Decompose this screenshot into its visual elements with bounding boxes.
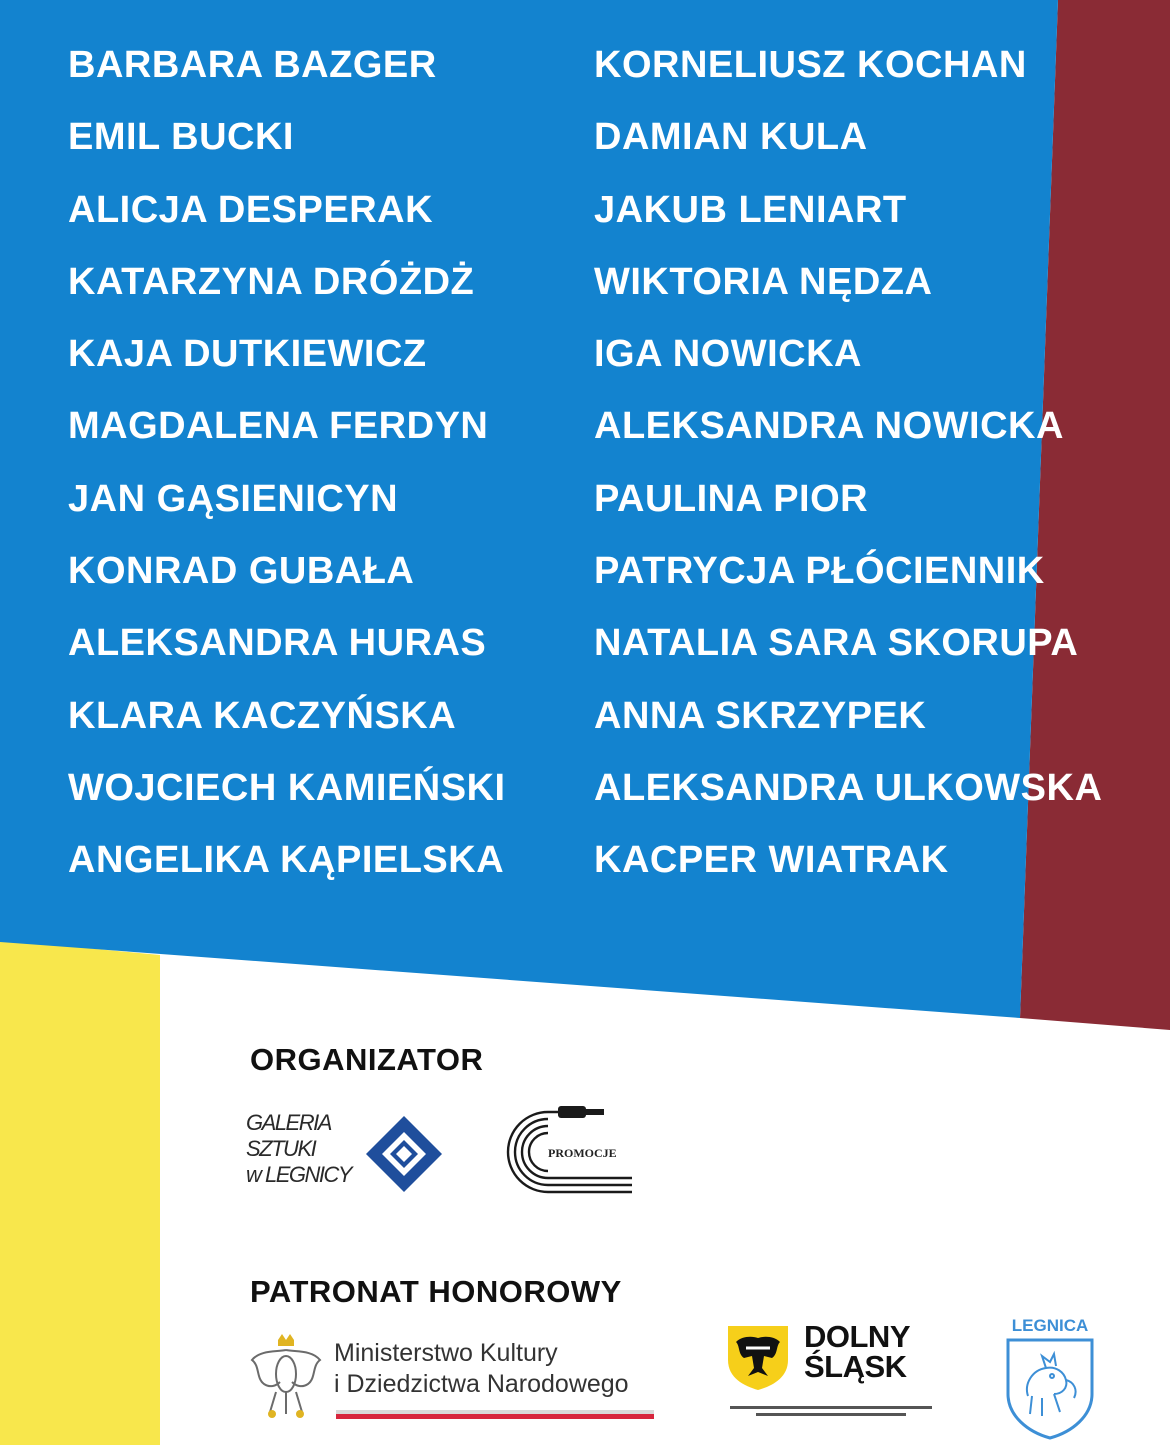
organizer-heading: ORGANIZATOR bbox=[250, 1042, 484, 1077]
eagle-emblem-icon bbox=[246, 1330, 326, 1422]
gallery-logo-line3: w LEGNICY bbox=[246, 1162, 352, 1187]
name-item: ALEKSANDRA NOWICKA bbox=[594, 405, 1064, 448]
diamond-logo-icon bbox=[364, 1114, 444, 1194]
name-item: KAJA DUTKIEWICZ bbox=[68, 333, 427, 376]
name-item: IGA NOWICKA bbox=[594, 333, 862, 376]
ministry-logo-text bbox=[334, 1338, 629, 1400]
dolny-slask-text bbox=[804, 1319, 910, 1384]
ministry-logo-line1: Ministerstwo Kultury bbox=[334, 1339, 558, 1367]
name-item: KACPER WIATRAK bbox=[594, 839, 949, 882]
dolny-slask-line2: ŚLĄSK bbox=[804, 1349, 907, 1384]
ministry-logo bbox=[246, 1330, 661, 1422]
name-item: ANNA SKRZYPEK bbox=[594, 694, 927, 737]
name-item: PATRYCJA PŁÓCIENNIK bbox=[594, 550, 1045, 593]
name-item: KORNELIUSZ KOCHAN bbox=[594, 44, 1027, 86]
name-item: BARBARA BAZGER bbox=[68, 44, 437, 86]
name-item: NATALIA SARA SKORUPA bbox=[594, 622, 1079, 665]
fine-print bbox=[726, 1404, 936, 1420]
gallery-logo-line2: SZTUKI bbox=[246, 1136, 316, 1161]
yellow-strip bbox=[0, 940, 160, 1445]
patronage-heading: PATRONAT HONOROWY bbox=[250, 1274, 622, 1309]
promocje-logo-text: PROMOCJE bbox=[548, 1146, 617, 1160]
flag-stripe bbox=[336, 1410, 654, 1419]
gallery-logo-text bbox=[246, 1110, 351, 1188]
legnica-logo-text: LEGNICA bbox=[1011, 1316, 1089, 1335]
gallery-logo-line1: GALERIA bbox=[246, 1110, 331, 1135]
name-item: ALEKSANDRA ULKOWSKA bbox=[594, 766, 1103, 809]
legnica-logo bbox=[1002, 1312, 1098, 1440]
ministry-logo-line2: i Dziedzictwa Narodowego bbox=[334, 1370, 629, 1398]
dolny-slask-logo bbox=[726, 1319, 936, 1422]
promocje-logo bbox=[478, 1104, 634, 1200]
name-item: ALEKSANDRA HURAS bbox=[68, 622, 487, 665]
name-item: KLARA KACZYŃSKA bbox=[68, 694, 457, 737]
name-item: JAKUB LENIART bbox=[594, 188, 907, 231]
dolny-slask-line1: DOLNY bbox=[804, 1319, 910, 1354]
name-item: WIKTORIA NĘDZA bbox=[594, 260, 933, 303]
name-item: ANGELIKA KĄPIELSKA bbox=[68, 839, 505, 882]
name-item: KONRAD GUBAŁA bbox=[68, 550, 415, 593]
name-item: PAULINA PIOR bbox=[594, 477, 869, 520]
gallery-logo bbox=[246, 1108, 446, 1194]
name-item: WOJCIECH KAMIEŃSKI bbox=[68, 766, 506, 809]
names-list-left bbox=[68, 40, 506, 908]
name-item: MAGDALENA FERDYN bbox=[68, 405, 489, 448]
eagle-shield-icon bbox=[726, 1324, 790, 1390]
city-crest-icon bbox=[1002, 1336, 1098, 1440]
name-item: JAN GĄSIENICYN bbox=[68, 477, 399, 520]
name-item: EMIL BUCKI bbox=[68, 116, 294, 159]
names-list-right bbox=[594, 40, 1102, 908]
name-item: KATARZYNA DRÓŻDŻ bbox=[68, 260, 475, 303]
name-item: ALICJA DESPERAK bbox=[68, 188, 434, 231]
name-item: DAMIAN KULA bbox=[594, 116, 868, 159]
